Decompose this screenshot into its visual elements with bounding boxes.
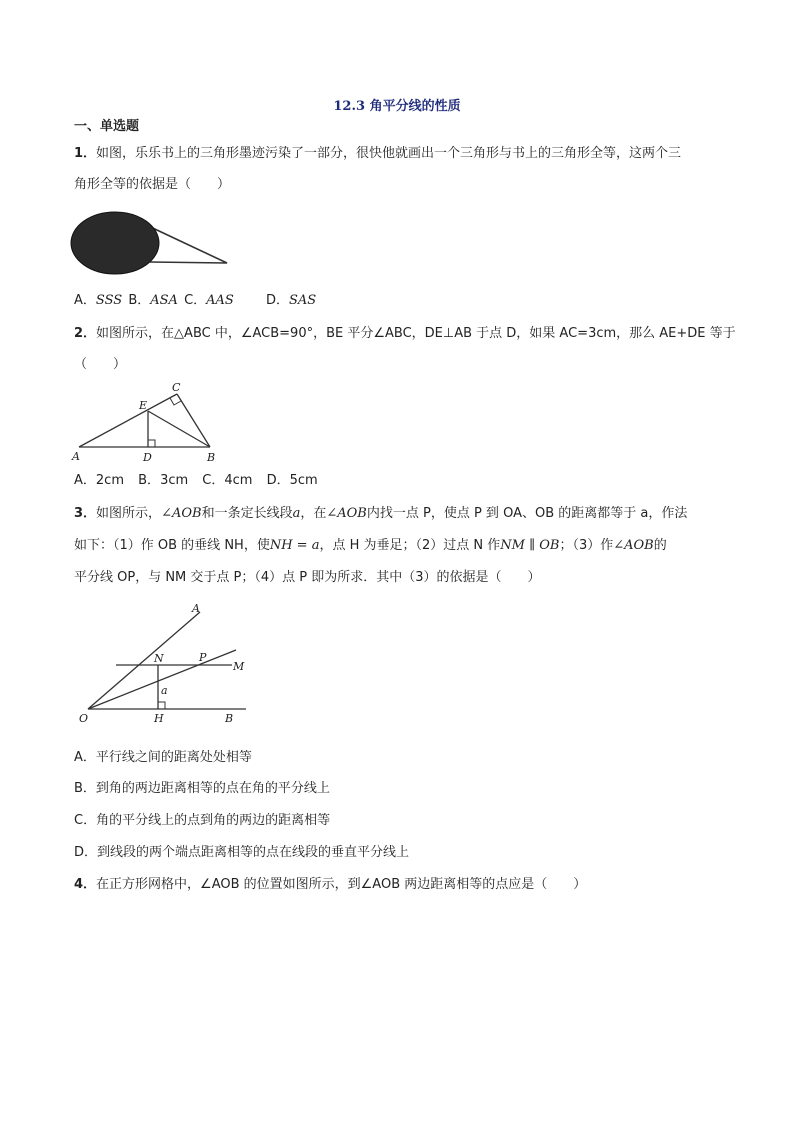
- q3-text-1e: ，在: [300, 506, 327, 521]
- q4-number: 4．: [74, 877, 97, 892]
- q2-option-a[interactable]: [74, 472, 124, 490]
- q2-right-angle-c: [170, 398, 181, 405]
- q1-option-d-label: D．: [265, 293, 289, 308]
- q1-option-c-value: AAS: [206, 293, 234, 308]
- q1-figure: [70, 205, 235, 275]
- q2-line1: [74, 325, 736, 343]
- q3-option-b-label: B．: [74, 781, 96, 796]
- q3-text-3: 平分线 OP，与 NM 交于点 P；（4）点 P 即为所求．其中（3）的依据是（ ）: [74, 570, 541, 585]
- q1-line1: [74, 145, 681, 163]
- q1-option-a-value: SSS: [95, 293, 123, 308]
- q2-label-b: B: [207, 451, 216, 464]
- q3-option-a-label: A．: [74, 750, 96, 765]
- q1-option-c-label: C．: [184, 293, 207, 308]
- q1-ink-blot: [71, 212, 159, 274]
- q2-label-e: E: [139, 399, 148, 412]
- q3-label-h: H: [154, 712, 164, 725]
- q2-segment-be: [148, 411, 210, 447]
- q2-option-b[interactable]: [138, 472, 188, 490]
- q3-label-o: O: [79, 712, 89, 725]
- q2-label-c: C: [172, 381, 181, 394]
- q2-option-d-value: 5cm: [289, 473, 318, 488]
- q1-option-b-value: ASA: [150, 293, 178, 308]
- q3-option-d-label: D．: [74, 845, 98, 860]
- q3-right-angle-h: [158, 702, 165, 709]
- q1-option-a[interactable]: [74, 292, 122, 310]
- q3-option-a-value: 平行线之间的距离处处相等: [95, 750, 252, 765]
- q2-option-d[interactable]: [267, 472, 318, 490]
- q3-math-a: a: [292, 506, 301, 521]
- q3-option-c-value: 角的平分线上的点到角的两边的距离相等: [96, 813, 331, 828]
- q3-label-b: B: [225, 712, 234, 725]
- q3-text-1c: 和一条定长线段: [201, 506, 293, 521]
- q3-line2: [74, 537, 667, 555]
- q3-label-m: M: [233, 660, 245, 673]
- q3-text-2a: 如下：（1）作 OB 的垂线 NH，使: [74, 538, 270, 553]
- q3-option-a[interactable]: [74, 749, 252, 767]
- q2-side-ac: [79, 394, 177, 447]
- q2-side-cb: [177, 394, 210, 447]
- q1-option-b-label: B．: [128, 293, 151, 308]
- q3-text-1g: 内找一点 P，使点 P 到 OA、OB 的距离都等于 a，作法: [366, 506, 688, 521]
- q3-line1: [74, 505, 687, 523]
- q2-right-angle-d: [148, 440, 155, 447]
- q1-option-a-label: A．: [74, 293, 96, 308]
- q2-number: 2．: [74, 326, 97, 341]
- q3-option-b[interactable]: [74, 780, 330, 798]
- q2-text-2: （ ）: [74, 357, 127, 372]
- q2-option-b-value: 3cm: [160, 473, 189, 488]
- q3-figure: [70, 598, 260, 728]
- q2-option-c-label: C．: [202, 473, 225, 488]
- q2-option-c[interactable]: [202, 472, 252, 490]
- q1-text-2: 角形全等的依据是（ ）: [74, 177, 231, 192]
- q2-option-a-label: A．: [74, 473, 96, 488]
- q3-label-n: N: [154, 652, 164, 665]
- q3-number: 3．: [74, 506, 97, 521]
- q1-option-c[interactable]: [184, 292, 234, 310]
- q4-line1: [74, 876, 586, 894]
- q2-options: [74, 472, 318, 490]
- q3-math-angle-3: ∠AOB: [613, 538, 654, 553]
- q1-text-1: 如图，乐乐书上的三角形墨迹污染了一部分，很快他就画出一个三角形与书上的三角形全等，这两个三: [96, 146, 682, 161]
- q3-label-a-length: a: [161, 684, 168, 697]
- q3-text-2e: ；（3）作: [559, 538, 614, 553]
- q3-label-a: A: [192, 602, 200, 615]
- q3-math-angle-2: ∠AOB: [326, 506, 367, 521]
- q3-math-parallel: NM ∥ OB: [500, 538, 560, 553]
- q1-option-b[interactable]: [128, 292, 178, 310]
- q3-label-p: P: [199, 651, 207, 664]
- q2-label-a: A: [72, 450, 80, 463]
- q2-text-1: 如图所示，在△ABC 中，∠ACB=90°，BE 平分∠ABC，DE⊥AB 于点 D，如果 AC=3cm，那么 AE+DE 等于: [96, 326, 736, 341]
- q3-math-angle-1: ∠AOB: [161, 506, 202, 521]
- q2-figure: [70, 380, 230, 468]
- q3-math-nh: NH = a: [269, 538, 320, 553]
- q1-options: [74, 292, 316, 310]
- q2-option-b-label: B．: [138, 473, 161, 488]
- section-heading: 一、单选题: [74, 119, 140, 134]
- q3-option-d-value: 到线段的两个端点距离相等的点在线段的垂直平分线上: [97, 845, 410, 860]
- q2-option-c-value: 4cm: [224, 473, 253, 488]
- q3-text-2c: ，点 H 为垂足；（2）过点 N 作: [319, 538, 501, 553]
- q3-option-c-label: C．: [74, 813, 97, 828]
- q2-option-a-value: 2cm: [95, 473, 124, 488]
- q3-text-1a: 如图所示，: [96, 506, 162, 521]
- q3-option-d[interactable]: [74, 844, 409, 862]
- q2-option-d-label: D．: [266, 473, 290, 488]
- q1-number: 1．: [74, 146, 97, 161]
- page-title: 12.3 角平分线的性质: [333, 99, 461, 114]
- q4-text: 在正方形网格中，∠AOB 的位置如图所示，到∠AOB 两边距离相等的点应是（ ）: [96, 877, 587, 892]
- q1-option-d-value: SAS: [288, 293, 317, 308]
- q1-option-d[interactable]: [266, 292, 316, 310]
- q3-option-c[interactable]: [74, 812, 330, 830]
- q2-label-d: D: [143, 451, 152, 464]
- q3-text-2g: 的: [653, 538, 667, 553]
- q3-ray-oa: [88, 612, 200, 709]
- q3-option-b-value: 到角的两边距离相等的点在角的平分线上: [95, 781, 330, 796]
